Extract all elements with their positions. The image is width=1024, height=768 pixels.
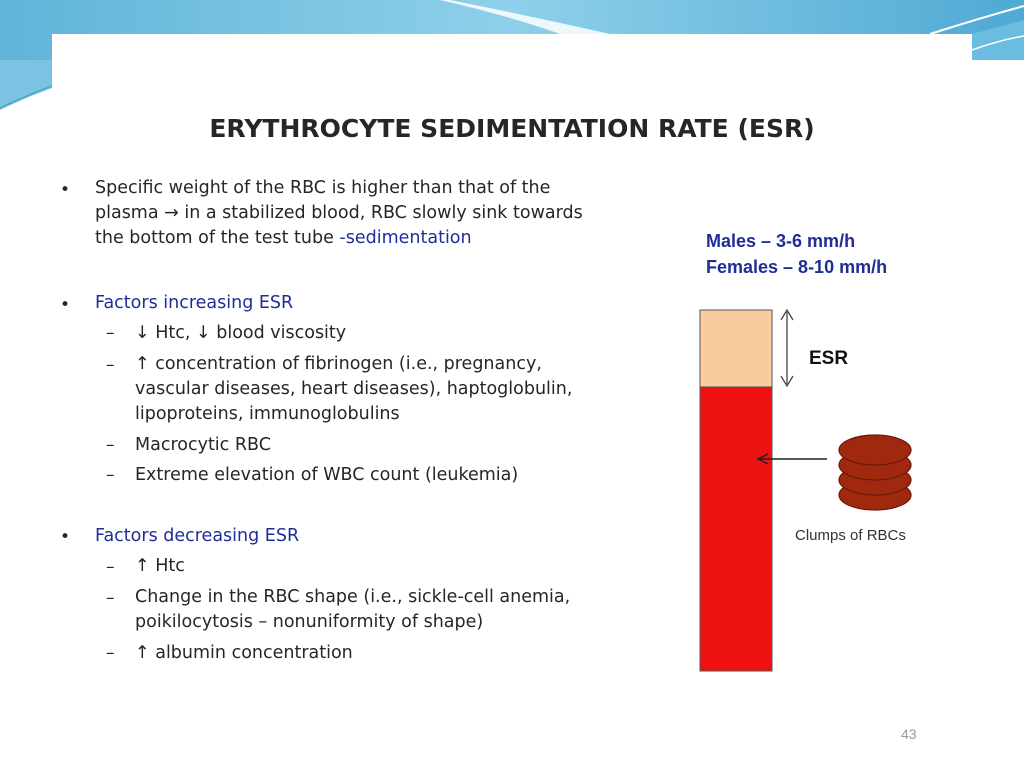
- bullet-line: [95, 226, 583, 251]
- dash-marker: –: [106, 557, 115, 577]
- bullet-line: plasma → in a stabilized blood, RBC slowly sink towards: [95, 203, 583, 223]
- factors-increasing-heading: Factors increasing ESR: [95, 293, 294, 313]
- reference-ranges: [706, 228, 887, 280]
- rbc-clumps-icon: [839, 435, 911, 510]
- decreasing-item: ↑ Htc: [135, 556, 185, 576]
- item-line: lipoproteins, immunoglobulins: [135, 404, 400, 424]
- slide: [52, 34, 972, 768]
- dash-marker: –: [106, 465, 115, 485]
- slide-title: ERYTHROCYTE SEDIMENTATION RATE (ESR): [209, 114, 815, 143]
- increasing-item: ↓ Htc, ↓ blood viscosity: [135, 323, 347, 343]
- dash-marker: –: [106, 643, 115, 663]
- dash-marker: –: [106, 323, 115, 343]
- dash-marker: –: [106, 355, 115, 375]
- bullet-line: Specific weight of the RBC is higher than that of the: [95, 178, 551, 198]
- increasing-item: Extreme elevation of WBC count (leukemia): [135, 465, 519, 485]
- bullet-marker: •: [60, 295, 71, 315]
- bullet-sedimentation: [95, 176, 583, 251]
- factors-decreasing-heading: Factors decreasing ESR: [95, 526, 300, 546]
- dash-marker: –: [106, 435, 115, 455]
- red-cell-column: [700, 387, 772, 671]
- bullet-line-text: the bottom of the test tube: [95, 228, 334, 248]
- item-line: ↑ concentration of fibrinogen (i.e., pregnancy,: [135, 354, 542, 374]
- bullet-marker: •: [60, 527, 71, 547]
- increasing-item: Macrocytic RBC: [135, 435, 271, 455]
- sedimentation-highlight: -sedimentation: [333, 228, 472, 248]
- increasing-item: [135, 352, 572, 427]
- decreasing-item: ↑ albumin concentration: [135, 643, 353, 663]
- decreasing-item: [135, 585, 570, 635]
- item-line: poikilocytosis – nonuniformity of shape): [135, 612, 484, 632]
- item-line: vascular diseases, heart diseases), haptoglobulin,: [135, 379, 573, 399]
- females-range: Females – 8-10 mm/h: [706, 257, 888, 277]
- clumps-label: Clumps of RBCs: [795, 527, 906, 544]
- males-range: Males – 3-6 mm/h: [706, 231, 856, 251]
- bullet-marker: •: [60, 180, 71, 200]
- dash-marker: –: [106, 588, 115, 608]
- esr-double-arrow: [781, 310, 793, 386]
- plasma-layer: [700, 310, 772, 387]
- esr-label: ESR: [809, 348, 849, 369]
- item-line: Change in the RBC shape (i.e., sickle-cell anemia,: [135, 587, 571, 607]
- page-number: 43: [901, 726, 917, 742]
